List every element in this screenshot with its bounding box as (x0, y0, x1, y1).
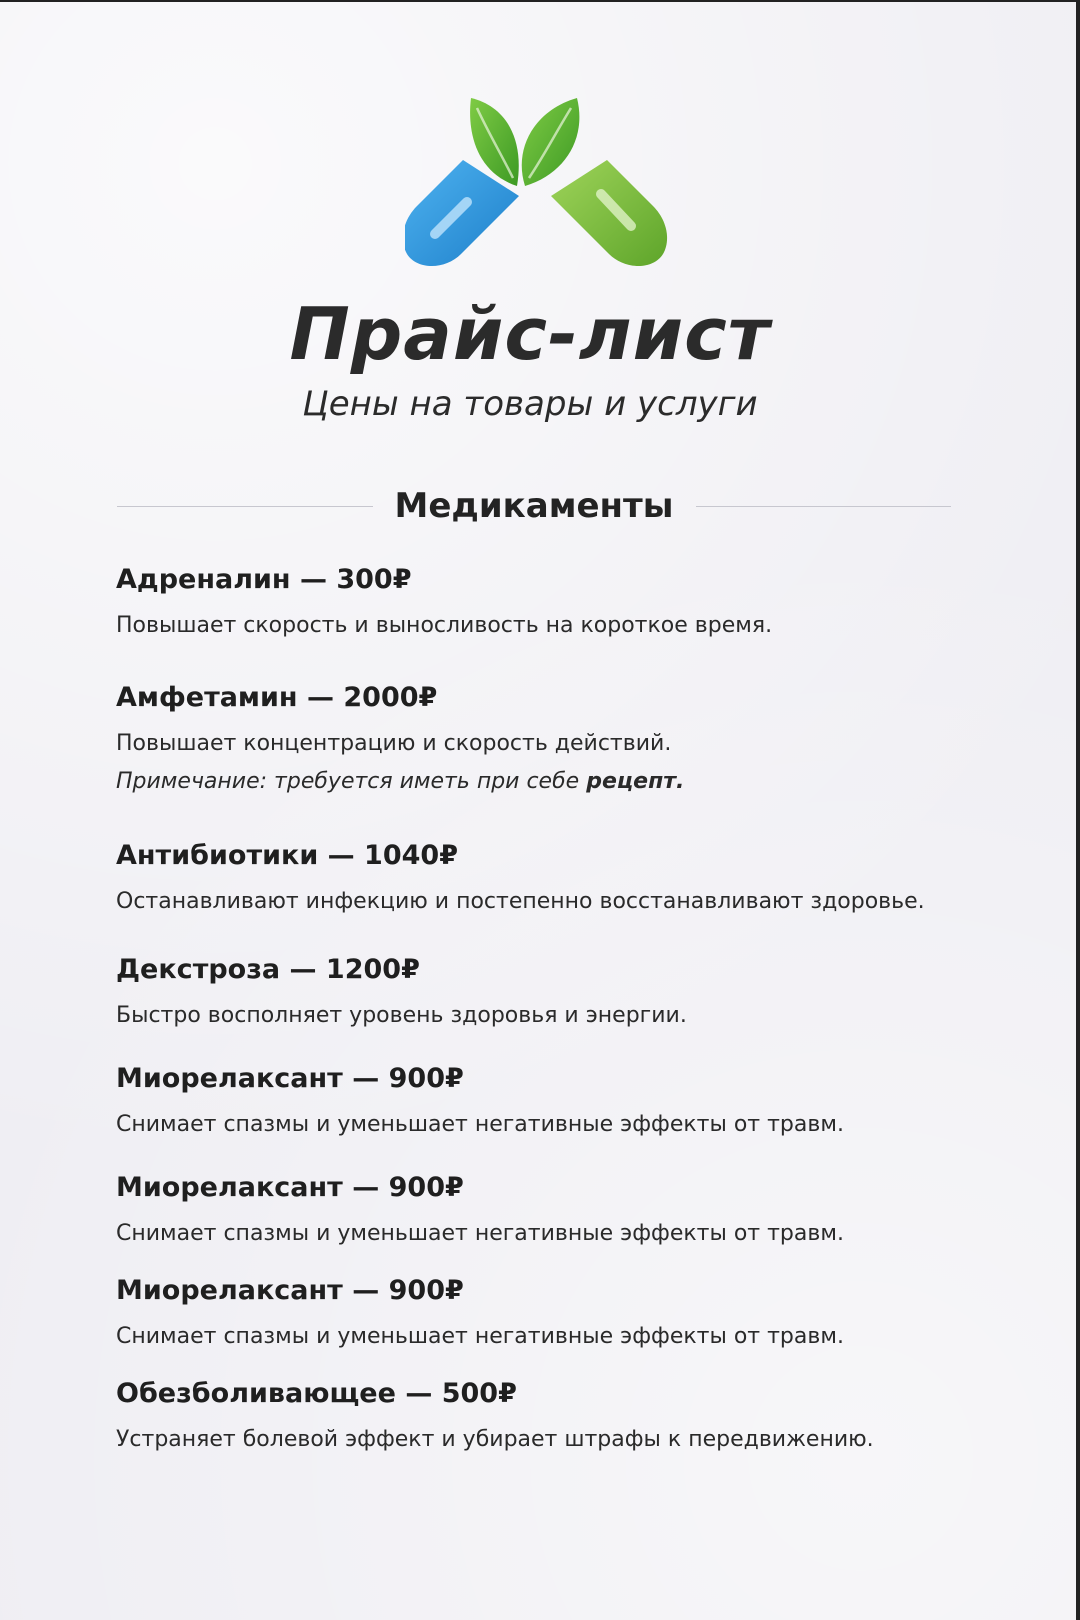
price-item (116, 840, 1036, 916)
item-name: Декстроза — 1200₽ (116, 954, 420, 985)
item-note (116, 768, 1036, 796)
item-note-text: Примечание: требуется иметь при себе (116, 769, 580, 794)
price-item (116, 1063, 1036, 1139)
page-subtitle: Цены на товары и услуги (302, 384, 758, 424)
pharmacy-logo-icon (405, 94, 675, 274)
section-title: Медикаменты (394, 486, 674, 526)
divider-left (117, 506, 373, 507)
item-name: Миорелаксант — 900₽ (116, 1172, 464, 1203)
price-item (116, 1275, 1036, 1351)
item-name: Обезболивающее — 500₽ (116, 1378, 517, 1409)
price-item (116, 1172, 1036, 1248)
item-description: Повышает скорость и выносливость на короткое время. (116, 613, 773, 638)
item-description: Снимает спазмы и уменьшает негативные эффекты от травм. (116, 1221, 844, 1246)
price-item (116, 1378, 1036, 1454)
item-name: Миорелаксант — 900₽ (116, 1275, 464, 1306)
item-description: Повышает концентрацию и скорость действий. (116, 731, 672, 756)
item-description: Быстро восполняет уровень здоровья и энергии. (116, 1003, 687, 1028)
price-item (116, 954, 1036, 1030)
item-name: Адреналин — 300₽ (116, 564, 412, 595)
item-description: Снимает спазмы и уменьшает негативные эффекты от травм. (116, 1324, 844, 1349)
page-title: Прайс-лист (289, 292, 771, 376)
item-name: Миорелаксант — 900₽ (116, 1063, 464, 1094)
item-note-emphasis: рецепт. (586, 769, 685, 794)
item-description: Снимает спазмы и уменьшает негативные эффекты от травм. (116, 1112, 844, 1137)
divider-right (696, 506, 952, 507)
item-name: Антибиотики — 1040₽ (116, 840, 458, 871)
green-capsule-icon (551, 160, 667, 266)
item-name: Амфетамин — 2000₽ (116, 682, 438, 713)
item-description: Устраняет болевой эффект и убирает штрафы к передвижению. (116, 1427, 874, 1452)
price-item (116, 682, 1036, 796)
price-item (116, 564, 1036, 640)
item-description: Останавливают инфекцию и постепенно восстанавливают здоровье. (116, 889, 925, 914)
section-header (117, 484, 951, 528)
